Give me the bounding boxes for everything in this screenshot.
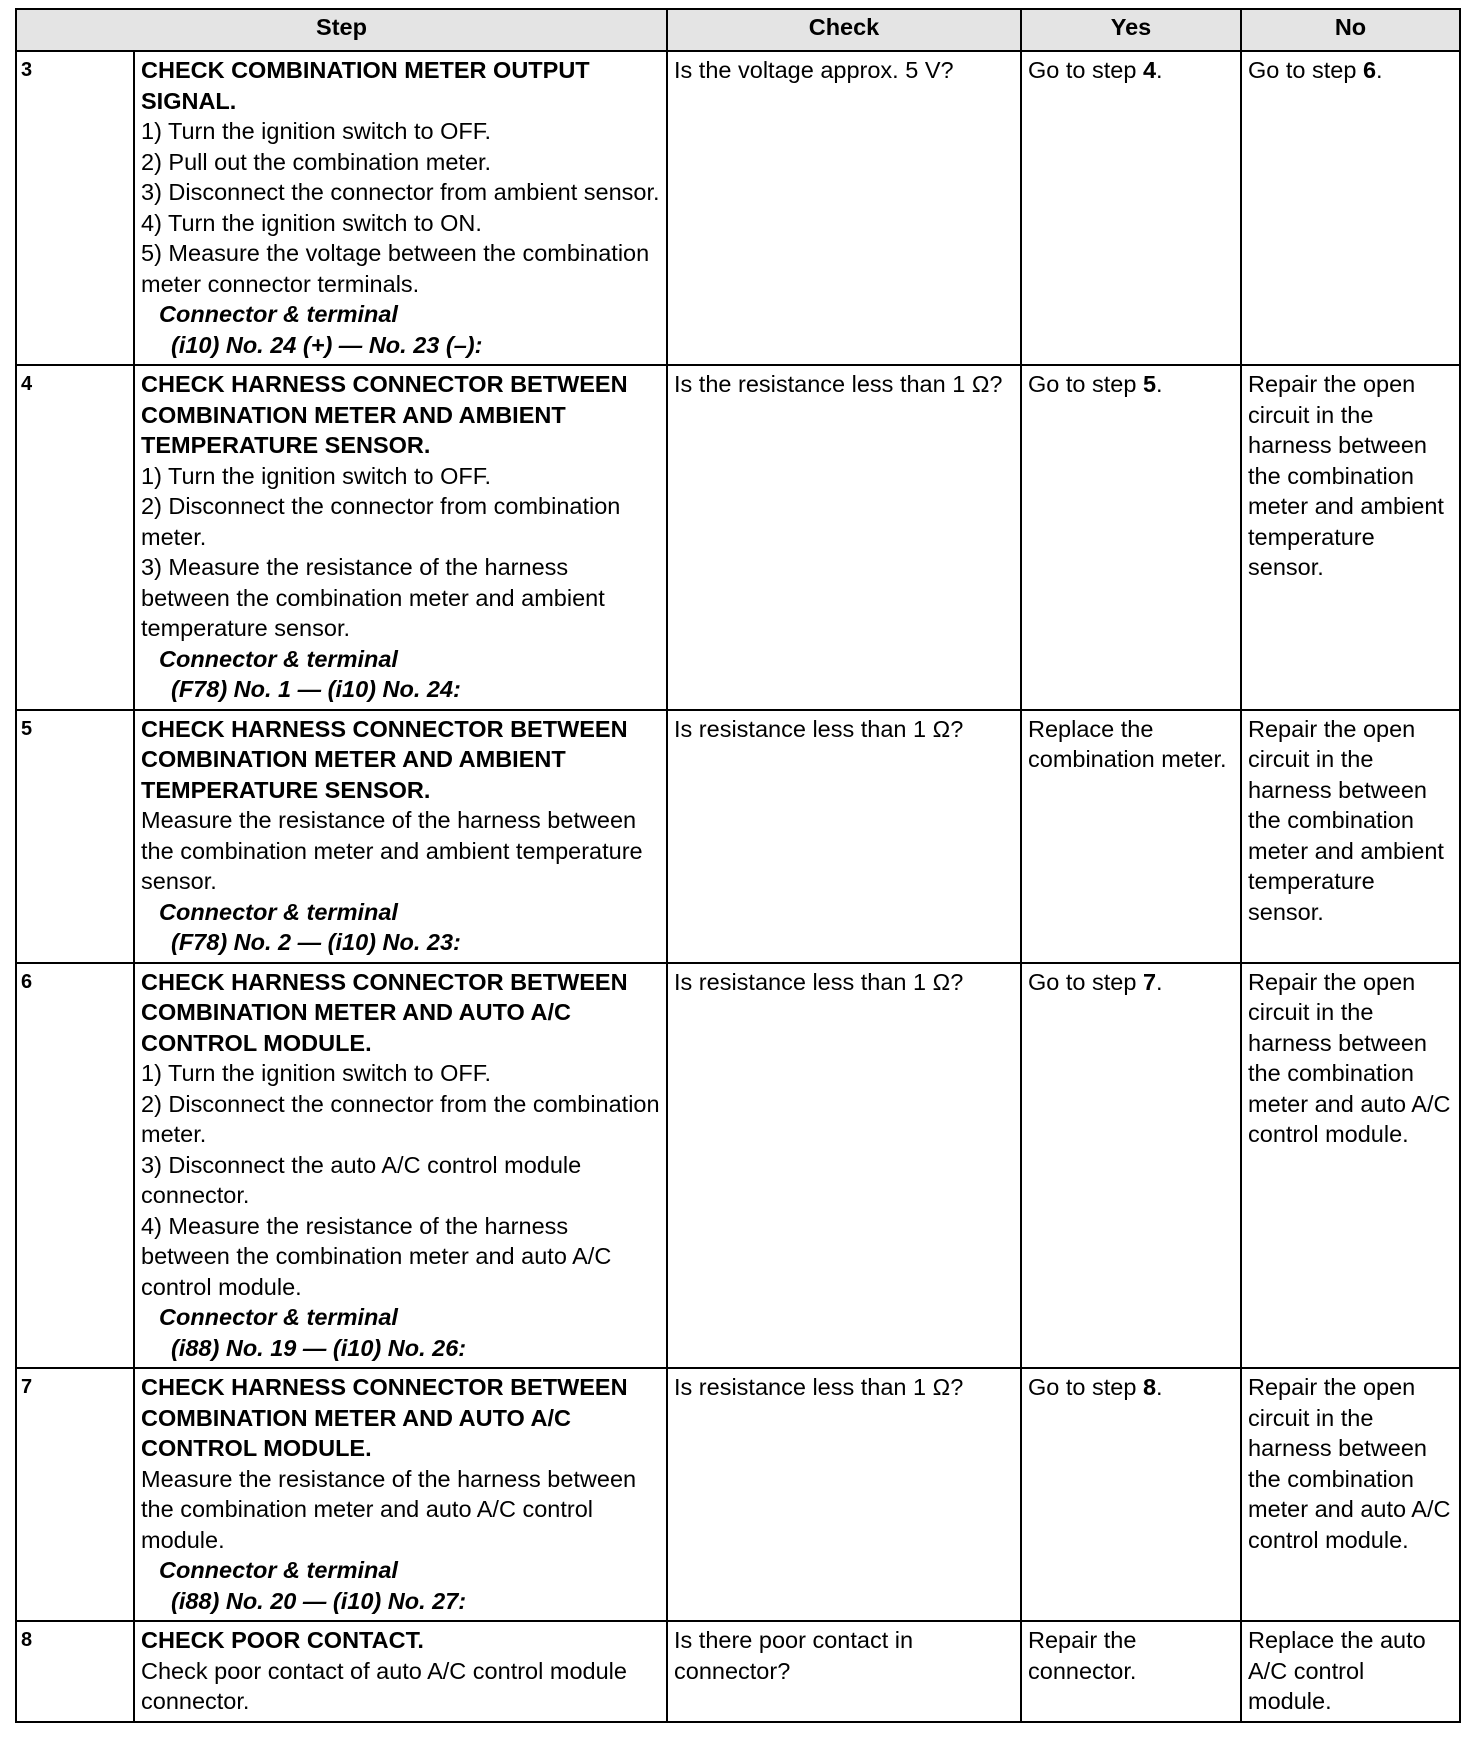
step-instructions — [141, 461, 660, 644]
yes-cell: Go to step 5. — [1021, 365, 1241, 710]
table-header-row — [16, 9, 1460, 51]
check-cell: Is there poor contact in connector? — [667, 1621, 1021, 1722]
no-cell: Repair the open circuit in the harness between the combination meter and ambient temperature sensor. — [1241, 365, 1460, 710]
terminal-spec: (i88) No. 19 — (i10) No. 26: — [171, 1334, 467, 1361]
no-cell: Repair the open circuit in the harness between the combination meter and ambient temperature sensor. — [1241, 710, 1460, 963]
table-row — [16, 1621, 1460, 1722]
step-title: CHECK HARNESS CONNECTOR BETWEEN COMBINATION METER AND AUTO A/C CONTROL MODULE. — [141, 1374, 628, 1461]
step-title: CHECK HARNESS CONNECTOR BETWEEN COMBINATION METER AND AMBIENT TEMPERATURE SENSOR. — [141, 371, 628, 458]
terminal-spec: (i10) No. 24 (+) — No. 23 (–): — [171, 331, 483, 358]
check-cell: Is resistance less than 1 Ω? — [667, 1368, 1021, 1621]
instruction-line: 3) Disconnect the connector from ambient sensor. — [141, 179, 660, 205]
instruction-line: 4) Measure the resistance of the harness between the combination meter and auto A/C control module. — [141, 1212, 612, 1300]
connector-label: Connector & terminal — [159, 1304, 398, 1330]
instruction-line: 2) Disconnect the connector from combination meter. — [141, 493, 621, 550]
no-cell: Repair the open circuit in the harness between the combination meter and auto A/C control module. — [1241, 963, 1460, 1369]
step-cell — [134, 1621, 667, 1722]
check-cell: Is the voltage approx. 5 V? — [667, 51, 1021, 365]
instruction-line: 4) Turn the ignition switch to ON. — [141, 209, 482, 236]
step-number: 4 — [16, 365, 134, 710]
no-cell: Go to step 6. — [1241, 51, 1460, 365]
diagnostic-table — [15, 8, 1461, 1723]
header-yes: Yes — [1021, 9, 1241, 51]
step-number: 3 — [16, 51, 134, 365]
yes-cell: Go to step 8. — [1021, 1368, 1241, 1621]
step-title: CHECK HARNESS CONNECTOR BETWEEN COMBINATION METER AND AUTO A/C CONTROL MODULE. — [141, 968, 628, 1056]
instruction-line: 3) Measure the resistance of the harness between the combination meter and ambient temperature sensor. — [141, 554, 605, 641]
step-title: CHECK HARNESS CONNECTOR BETWEEN COMBINATION METER AND AMBIENT TEMPERATURE SENSOR. — [141, 715, 628, 803]
instruction-line: 1) Turn the ignition switch to OFF. — [141, 118, 492, 144]
yes-cell: Go to step 7. — [1021, 963, 1241, 1369]
check-cell: Is resistance less than 1 Ω? — [667, 710, 1021, 963]
step-number: 7 — [16, 1368, 134, 1621]
step-title: CHECK POOR CONTACT. — [141, 1627, 424, 1653]
terminal-spec: (F78) No. 2 — (i10) No. 23: — [171, 929, 461, 955]
diagnostic-table-sheet — [15, 8, 1459, 1723]
step-number: 8 — [16, 1621, 134, 1722]
check-cell: Is resistance less than 1 Ω? — [667, 963, 1021, 1369]
yes-cell: Go to step 4. — [1021, 51, 1241, 365]
step-cell — [134, 365, 667, 710]
table-row — [16, 51, 1460, 365]
instruction-line: 1) Turn the ignition switch to OFF. — [141, 1060, 492, 1086]
instruction-line: 5) Measure the voltage between the combination meter connector terminals. — [141, 240, 650, 297]
connector-label: Connector & terminal — [159, 301, 398, 327]
step-cell — [134, 51, 667, 365]
instruction-line: Check poor contact of auto A/C control module connector. — [141, 1657, 627, 1714]
terminal-spec: (F78) No. 1 — (i10) No. 24: — [171, 676, 461, 702]
header-no: No — [1241, 9, 1460, 51]
connector-label: Connector & terminal — [159, 645, 398, 672]
header-check: Check — [667, 9, 1021, 51]
step-instructions — [141, 116, 660, 299]
yes-cell: Repair the connector. — [1021, 1621, 1241, 1722]
instruction-line: 3) Disconnect the auto A/C control module connector. — [141, 1151, 582, 1208]
connector-label: Connector & terminal — [159, 1557, 398, 1583]
no-cell: Replace the auto A/C control module. — [1241, 1621, 1460, 1722]
instruction-line: 2) Disconnect the connector from the combination meter. — [141, 1090, 660, 1147]
check-cell: Is the resistance less than 1 Ω? — [667, 365, 1021, 710]
step-cell — [134, 1368, 667, 1621]
step-number: 6 — [16, 963, 134, 1369]
instruction-line: Measure the resistance of the harness between the combination meter and auto A/C control module. — [141, 1465, 637, 1553]
no-cell: Repair the open circuit in the harness between the combination meter and auto A/C control module. — [1241, 1368, 1460, 1621]
header-step: Step — [16, 9, 667, 51]
step-instructions — [141, 805, 660, 897]
table-body — [16, 51, 1460, 1722]
yes-cell: Replace the combination meter. — [1021, 710, 1241, 963]
step-instructions — [141, 1464, 660, 1556]
step-title: CHECK COMBINATION METER OUTPUT SIGNAL. — [141, 57, 590, 114]
step-cell — [134, 963, 667, 1369]
instruction-line: 2) Pull out the combination meter. — [141, 148, 492, 175]
table-row — [16, 710, 1460, 963]
connector-label: Connector & terminal — [159, 898, 398, 925]
step-instructions — [141, 1058, 660, 1302]
table-row — [16, 963, 1460, 1369]
step-cell — [134, 710, 667, 963]
table-row — [16, 1368, 1460, 1621]
step-number: 5 — [16, 710, 134, 963]
step-instructions — [141, 1656, 660, 1717]
terminal-spec: (i88) No. 20 — (i10) No. 27: — [171, 1587, 467, 1614]
table-row — [16, 365, 1460, 710]
instruction-line: 1) Turn the ignition switch to OFF. — [141, 462, 492, 489]
instruction-line: Measure the resistance of the harness between the combination meter and ambient temperature sensor. — [141, 807, 643, 894]
